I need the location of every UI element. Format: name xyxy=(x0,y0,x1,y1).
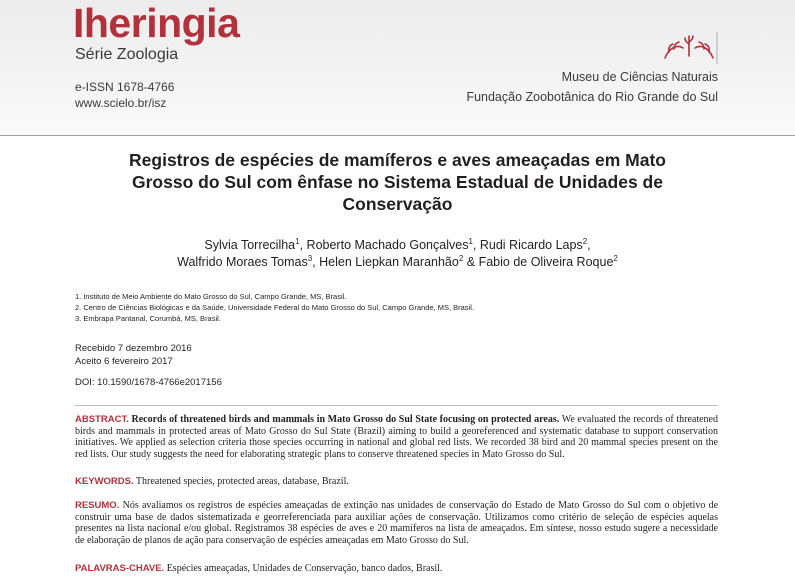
abstract-section xyxy=(75,414,718,461)
abstract-text: We evaluated the records of threatened birds and mammals in protected areas of Mato Grosso do Sul State (Brazil) aiming to build a georeferenced and systematic database to support conservation initiatives. We applied as selection criteria those species occurring in national and global red lists. We recorded 38 bird and 20 mammal species present on the red lists. Our study suggests the need for elaborating strategic plans to conserve threatened species in Mato Grosso do Sul. xyxy=(75,414,718,461)
journal-url[interactable]: www.scielo.br/isz xyxy=(75,96,167,110)
institution-museum: Museu de Ciências Naturais xyxy=(561,70,718,84)
resumo-section xyxy=(75,500,718,547)
journal-title: Iheringia xyxy=(73,0,240,46)
author-list xyxy=(100,237,695,271)
author-affil-mark: 1 xyxy=(468,236,473,246)
author-name: Helen Liepkan Maranhão xyxy=(319,255,459,269)
author-affil-mark: 2 xyxy=(458,253,464,263)
section-divider xyxy=(75,405,718,406)
author-separator: , xyxy=(312,255,320,269)
journal-issn: e-ISSN 1678-4766 xyxy=(75,80,175,94)
author-affil-mark: 2 xyxy=(613,253,618,263)
author-name: Rudi Ricardo Laps xyxy=(479,238,583,252)
keywords-section xyxy=(75,476,718,488)
keywords-label: KEYWORDS. xyxy=(75,476,134,487)
article-title: Registros de espécies de mamíferos e aves ameaçadas em Mato Grosso do Sul com ênfase no Sistema Estadual de Unidades de Conservação xyxy=(129,150,666,214)
affiliation-1: 1. Instituto de Meio Ambiente do Mato Grosso do Sul, Campo Grande, MS, Brasil. xyxy=(75,292,347,301)
author-affil-mark: 3 xyxy=(307,253,313,263)
author-line-1 xyxy=(100,237,695,254)
author-affil-mark: 1 xyxy=(295,236,300,246)
deer-antler-logo-icon xyxy=(659,28,719,66)
author-separator: & xyxy=(463,255,479,269)
affiliation-3: 3. Embrapa Pantanal, Corumbá, MS, Brasil. xyxy=(75,314,221,323)
abstract-label: ABSTRACT. xyxy=(75,414,129,425)
journal-header xyxy=(0,0,795,136)
palavras-chave-label: PALAVRAS-CHAVE. xyxy=(75,563,165,574)
palavras-chave-section xyxy=(75,563,718,575)
author-separator: , xyxy=(299,238,307,252)
abstract-title: Records of threatened birds and mammals in Mato Grosso do Sul State focusing on protected areas. xyxy=(131,414,560,425)
keywords-text: Threatened species, protected areas, database, Brazil. xyxy=(135,476,349,487)
journal-series: Série Zoologia xyxy=(75,46,179,63)
accepted-date: Aceito 6 fevereiro 2017 xyxy=(75,356,173,367)
author-name: Fabio de Oliveira Roque xyxy=(478,255,614,269)
author-affil-mark: 2 xyxy=(582,236,588,246)
resumo-text: Nós avaliamos os registros de espécies ameaçadas de extinção nas unidades de conservação do Estado de Mato Grosso do Sul com o objetivo de construir uma base de dados sistematizada e georreferenciada para auxiliar ações de conservação. Utilizamos como critério de seleção de espécies aquelas presentes na lista nacional e/ou global. Registramos 38 espécies de aves e 20 mamíferos na lista de ameaçados. Em síntese, nosso estudo sugere a necessidade de elaboração de planos de ação para conservação de espécies ameaçadas em Mato Grosso do Sul. xyxy=(75,500,719,547)
resumo-label: RESUMO. xyxy=(75,500,120,511)
author-separator: , xyxy=(587,238,591,252)
author-separator: , xyxy=(472,238,480,252)
author-name: Roberto Machado Gonçalves xyxy=(306,238,469,252)
received-date: Recebido 7 dezembro 2016 xyxy=(75,343,192,354)
affiliation-2: 2. Centro de Ciências Biológicas e da Saúde, Universidade Federal do Mato Grosso do Sul, Campo Grande, MS, Brasil. xyxy=(75,303,474,312)
palavras-chave-text: Espécies ameaçadas, Unidades de Conservação, banco dados, Brasil. xyxy=(166,563,443,574)
author-line-2 xyxy=(100,254,695,271)
institution-foundation: Fundação Zoobotânica do Rio Grande do Sul xyxy=(466,90,718,104)
author-name: Sylvia Torrecilha xyxy=(204,238,296,252)
author-name: Walfrido Moraes Tomas xyxy=(177,255,308,269)
doi[interactable]: DOI: 10.1590/1678-4766e2017156 xyxy=(75,377,222,388)
